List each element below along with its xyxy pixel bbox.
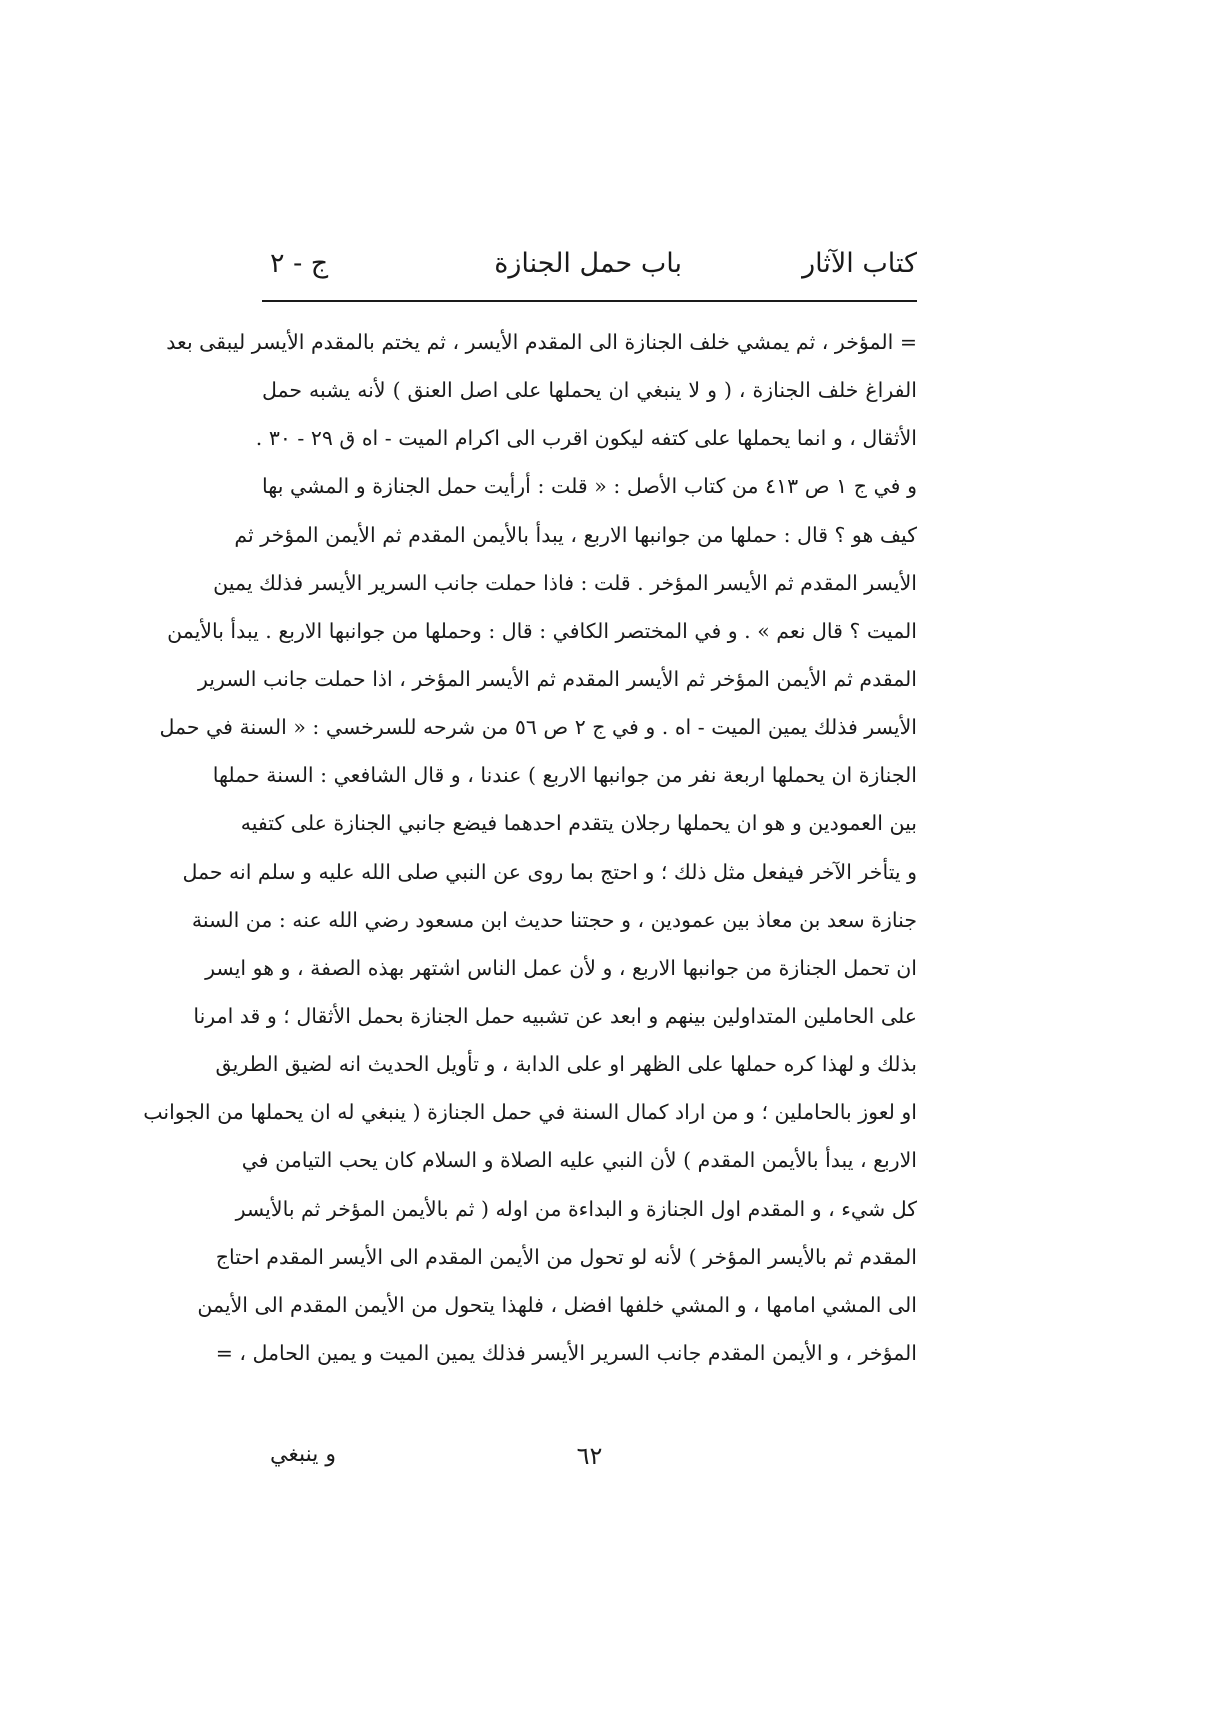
header-divider bbox=[262, 300, 917, 302]
body-text bbox=[143, 318, 917, 1377]
text-line: الأثقال ، و انما يحملها على كتفه ليكون اقرب الى اكرام الميت - اه ق ٢٩ - ٣٠ . bbox=[255, 426, 917, 451]
text-line: الميت ؟ قال نعم » . و في المختصر الكافي : قال : وحملها من جوانبها الاربع . يبدأ بالأيمن bbox=[167, 618, 917, 643]
text-line: الى المشي امامها ، و المشي خلفها افضل ، فلهذا يتحول من الأيمن المقدم الى الأيمن bbox=[197, 1292, 917, 1317]
text-line: الأيسر فذلك يمين الميت - اه . و في ج ٢ ص ٥٦ من شرحه للسرخسي : « السنة في حمل bbox=[159, 715, 917, 740]
page-footer bbox=[262, 1442, 917, 1478]
text-line: الاربع ، يبدأ بالأيمن المقدم ) لأن النبي عليه الصلاة و السلام كان يحب التيامن في bbox=[241, 1148, 917, 1173]
text-line: = المؤخر ، ثم يمشي خلف الجنازة الى المقدم الأيسر ، ثم يختم بالمقدم الأيسر ليبقى بعد bbox=[166, 330, 917, 354]
text-line: كيف هو ؟ قال : حملها من جوانبها الاربع ، يبدأ بالأيمن المقدم ثم الأيمن المؤخر ثم bbox=[234, 522, 917, 547]
text-line: جنازة سعد بن معاذ بين عمودين ، و حجتنا حديث ابن مسعود رضي الله عنه : من السنة bbox=[191, 907, 917, 932]
text-line: المقدم ثم بالأيسر المؤخر ) لأنه لو تحول من الأيمن المقدم الى الأيسر المقدم احتاج bbox=[215, 1244, 917, 1269]
text-line: على الحاملين المتداولين بينهم و ابعد عن تشبيه حمل الجنازة بحمل الأثقال ؛ و قد امرنا bbox=[193, 1003, 917, 1028]
text-line: المقدم ثم الأيمن المؤخر ثم الأيسر المقدم ثم الأيسر المؤخر ، اذا حملت جانب السرير bbox=[197, 666, 917, 691]
volume-number: ج - ٢ bbox=[270, 248, 329, 279]
text-line: ان تحمل الجنازة من جوانبها الاربع ، و لأن عمل الناس اشتهر بهذه الصفة ، و هو ايسر bbox=[205, 955, 917, 980]
text-line: بين العمودين و هو ان يحملها رجلان يتقدم احدهما فيضع جانبي الجنازة على كتفيه bbox=[240, 811, 917, 836]
page-number: ٦٢ bbox=[576, 1442, 603, 1470]
book-title: كتاب الآثار bbox=[802, 248, 917, 279]
text-line: او لعوز بالحاملين ؛ و من اراد كمال السنة في حمل الجنازة ( ينبغي له ان يحملها من الجوانب bbox=[143, 1100, 917, 1125]
text-line: المؤخر ، و الأيمن المقدم جانب السرير الأيسر فذلك يمين الميت و يمين الحامل ، = bbox=[215, 1340, 917, 1365]
text-line: الأيسر المقدم ثم الأيسر المؤخر . قلت : فاذا حملت جانب السرير الأيسر فذلك يمين bbox=[213, 570, 917, 595]
text-line: كل شيء ، و المقدم اول الجنازة و البداءة من اوله ( ثم بالأيمن المؤخر ثم بالأيسر bbox=[235, 1196, 917, 1221]
text-line: الجنازة ان يحملها اربعة نفر من جوانبها الاربع ) عندنا ، و قال الشافعي : السنة حملها bbox=[212, 763, 917, 788]
chapter-title: باب حمل الجنازة bbox=[494, 248, 682, 279]
text-line: و يتأخر الآخر فيفعل مثل ذلك ؛ و احتج بما روى عن النبي صلى الله عليه و سلم انه حمل bbox=[182, 859, 917, 884]
text-line: بذلك و لهذا كره حملها على الظهر او على الدابة ، و تأويل الحديث انه لضيق الطريق bbox=[215, 1052, 917, 1077]
text-line: و في ج ١ ص ٤١٣ من كتاب الأصل : « قلت : أرأيت حمل الجنازة و المشي بها bbox=[262, 474, 917, 499]
text-line: الفراغ خلف الجنازة ، ( و لا ينبغي ان يحملها على اصل العنق ) لأنه يشبه حمل bbox=[262, 378, 917, 403]
running-head bbox=[262, 248, 917, 292]
catchword: و ينبغي bbox=[270, 1442, 336, 1467]
